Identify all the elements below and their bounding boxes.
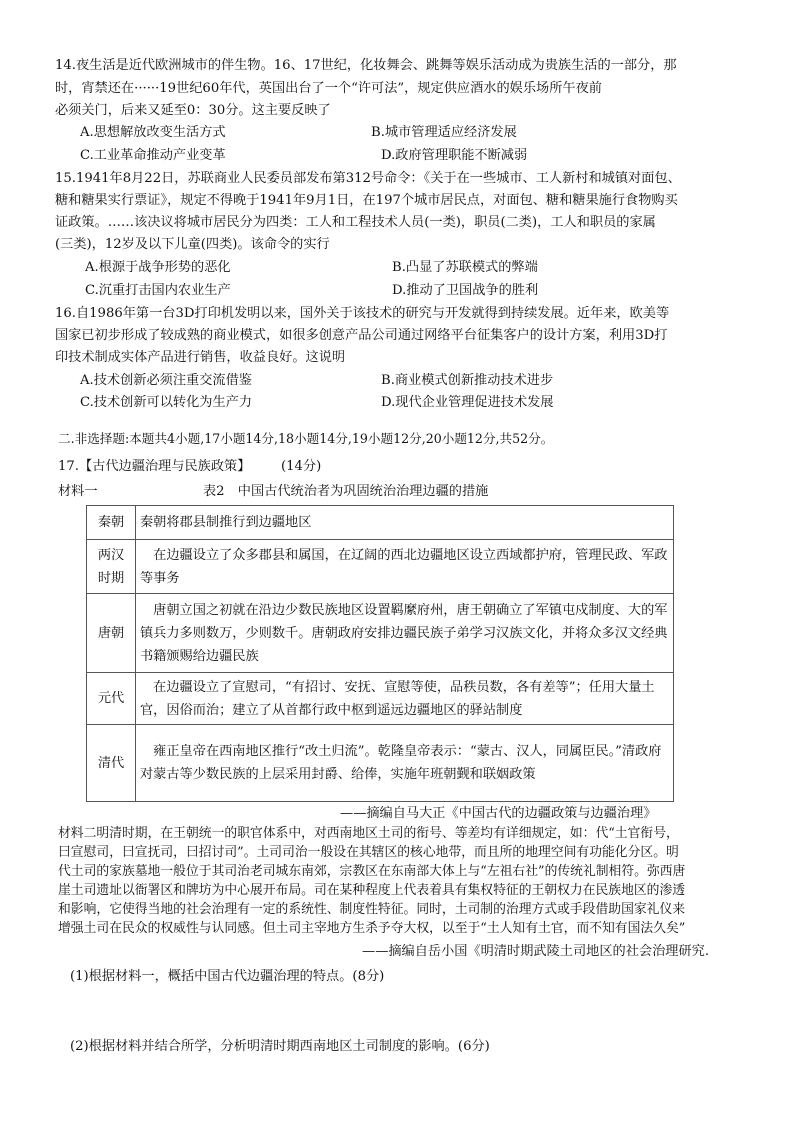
table-row	[87, 540, 674, 594]
q15-option-a: A.根源于战争形势的恶化	[85, 260, 231, 275]
q15-line-3: 证政策。……该决议将城市居民分为四类：工人和工程技术人员(一类)，职员(二类)，工人和职员的家属	[55, 215, 656, 230]
material-2-line-2: 曰宣慰司，曰宣抚司，曰招讨司”。土司司治一般设在其辖区的核心地带，而且所的地理空间有功能化分区。明	[58, 845, 679, 860]
table-row	[87, 594, 674, 673]
measure-cell: 雍正皇帝在西南地区推行“改土归流”。乾隆皇帝表示：“蒙古、汉人，同属臣民。”清政府对蒙古等少数民族的上层采用封爵、给俸，实施年班朝觐和联姻政策	[136, 725, 674, 802]
era-cell: 秦朝	[87, 506, 136, 540]
q15-option-c: C.沉重打击国内农业生产	[85, 283, 231, 298]
q15-line-4: (三类)，12岁及以下儿童(四类)。该命令的实行	[55, 237, 330, 252]
table-row	[87, 673, 674, 725]
q14-option-c: C.工业革命推动产业变革	[80, 148, 226, 163]
era-cell: 唐朝	[87, 594, 136, 673]
q16-option-c: C.技术创新可以转化为生产力	[80, 395, 253, 410]
q16-line-3: 印技术制成实体产品进行销售，收益良好。这说明	[55, 350, 346, 365]
material-2-line-1: 材料二明清时期，在王朝统一的职官体系中，对西南地区土司的衔号、等差均有详细规定，如：代“土官衔号，	[58, 826, 679, 841]
material-2-line-6: 增强土司在民众的权威性与认同感。但土司主宰地方生杀予夺大权，以至于“土人知有土官，而不知有国法久矣”	[58, 921, 686, 936]
era-cell	[87, 540, 136, 594]
q15-option-b: B.凸显了苏联模式的弊端	[392, 260, 538, 275]
q15-line-2: 糖和糖果实行票证》，规定不得晚于1941年9月1日，在197个城市居民点，对面包、糖和糖果施行食物购买	[55, 193, 678, 208]
era-label: 两汉时期	[97, 547, 125, 586]
q16-option-a: A.技术创新必须注重交流借鉴	[80, 373, 252, 388]
q14-line-2: 时，宵禁还在······19世纪60年代，英国出台了一个“许可法”，规定供应酒水的娱乐场所午夜前	[55, 81, 602, 96]
table-title: 表2 中国古代统治者为巩固统治治理边疆的措施	[203, 484, 489, 499]
sub-question-1: (1)根据材料一，概括中国古代边疆治理的特点。(8分)	[70, 969, 385, 984]
q17-score: (14分)	[281, 459, 322, 474]
sub-question-2: (2)根据材料并结合所学，分析明清时期西南地区土司制度的影响。(6分)	[70, 1039, 490, 1054]
measure-cell: 在边疆设立了众多郡县和属国，在辽阔的西北边疆地区设立西域都护府，管理民政、军政等事务	[136, 540, 674, 594]
q15-option-d: D.推动了卫国战争的胜利	[392, 283, 539, 298]
q15-line-1: 15.1941年8月22日，苏联商业人民委员部发布第312号命令：《关于在一些城市、工人新村和城镇对面包、	[55, 171, 681, 186]
q14-option-d: D.政府管理职能不断减弱	[381, 148, 528, 163]
measure-cell: 在边疆设立了宣慰司，“有招讨、安抚、宣慰等使，品秩员数，各有差等”；任用大量土官，因俗而治；建立了从首都行政中枢到遥远边疆地区的驿站制度	[136, 673, 674, 725]
material-2-source: ——摘编自岳小国《明清时期武陵土司地区的社会治理研究.	[362, 944, 710, 959]
governance-table	[86, 505, 674, 802]
material-1-label: 材料一	[58, 484, 98, 499]
q14-line-3: 必须关门，后来又延至0：30分。这主要反映了	[55, 103, 331, 118]
measure-cell: 秦朝将郡县制推行到边疆地区	[136, 506, 674, 540]
era-cell: 清代	[87, 725, 136, 802]
q14-option-b: B.城市管理适应经济发展	[371, 125, 517, 140]
q14-option-a: A.思想解放改变生活方式	[80, 125, 226, 140]
material-2-line-5: 和影响，它使得当地的社会治理有一定的系统性、制度性特征。同时，土司制的治理方式或手段借助国家礼仪来	[58, 902, 686, 917]
table-row	[87, 506, 674, 540]
q14-line-1: 14.夜生活是近代欧洲城市的伴生物。16、17世纪，化妆舞会、跳舞等娱乐活动成为贵族生活的一部分，那	[55, 58, 677, 73]
material-2-line-3: 代土司的家族墓地一般位于其司治老司城东南郊，宗教区在东南部大体上与“左祖右社”的传统礼制相符。弥西唐	[58, 864, 686, 879]
q16-line-1: 16.自1986年第一台3D打印机发明以来，国外关于该技术的研究与开发就得到持续发展。近年来，欧美等	[55, 306, 670, 321]
q16-option-b: B.商业模式创新推动技术进步	[381, 373, 554, 388]
section-2-heading: 二.非选择题:本题共4小题,17小题14分,18小题14分,19小题12分,20小题12分,共52分。	[58, 431, 554, 446]
material-2-line-4: 崖土司遗址以衙署区和牌坊为中心展开布局。司在某种程度上代表着具有集权特征的王朝权力在民族地区的渗透	[58, 883, 686, 898]
measure-cell: 唐朝立国之初就在沿边少数民族地区设置羁縻府州，唐王朝确立了军镇屯戍制度、大的军镇兵力多则数万，少则数千。唐朝政府安排边疆民族子弟学习汉族文化，并将众多汉文经典书籍颁赐给边疆民族	[136, 594, 674, 673]
material-1-source: ——摘编自马大正《中国古代的边疆政策与边疆治理》	[340, 806, 657, 821]
q16-line-2: 国家已初步形成了较成熟的商业模式，如很多创意产品公司通过网络平台征集客户的设计方案，利用3D打	[55, 328, 668, 343]
era-cell: 元代	[87, 673, 136, 725]
q16-option-d: D.现代企业管理促进技术发展	[381, 395, 554, 410]
q17-heading: 17.【古代边疆治理与民族政策】	[58, 459, 251, 474]
table-row	[87, 725, 674, 802]
